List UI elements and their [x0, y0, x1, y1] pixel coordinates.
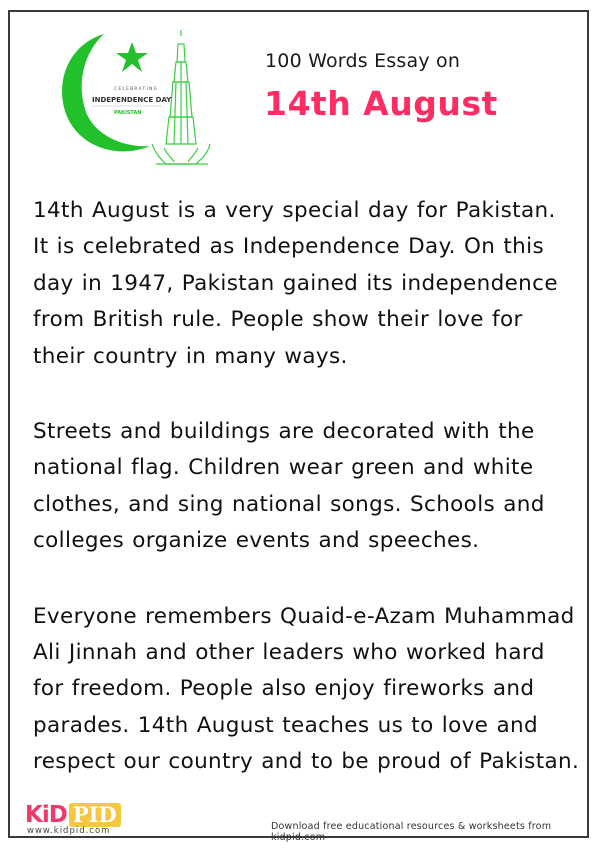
footer-tagline: Download free educational resources & worksheets from kidpid.com [271, 821, 552, 843]
essay-line: Ali Jinnah and other leaders who worked hard [33, 640, 545, 666]
essay-body [33, 193, 578, 820]
page-title: 14th August [264, 84, 498, 123]
essay-line: It is celebrated as Independence Day. On this [33, 234, 545, 260]
essay-line: Everyone remembers Quaid-e-Azam Muhammad [33, 603, 575, 629]
logo-pakistan-text: PAKISTAN [114, 110, 142, 116]
essay-line: from British rule. People show their love for [33, 307, 523, 333]
essay-paragraph-3 [33, 599, 578, 781]
essay-line: day in 1947, Pakistan gained its independence [33, 270, 558, 296]
essay-paragraph-2 [33, 414, 578, 560]
essay-line: respect our country and to be proud of Pakistan. [33, 749, 580, 775]
essay-line: 14th August is a very special day for Pakistan. [33, 198, 556, 223]
kidpid-logo[interactable] [25, 802, 121, 828]
website-link[interactable]: www.kidpid.com [27, 826, 111, 836]
logo-independence-text: INDEPENDENCE DAY [92, 96, 172, 104]
essay-paragraph-1 [33, 193, 578, 375]
essay-line: Streets and buildings are decorated with the [33, 419, 535, 445]
essay-line: clothes, and sing national songs. Schools and [33, 491, 545, 517]
essay-subtitle: 100 Words Essay on [265, 50, 461, 72]
logo-celebrating-text: CELEBRATING [114, 87, 159, 92]
essay-line: for freedom. People also enjoy fireworks and [33, 676, 535, 702]
independence-day-logo-icon [52, 22, 212, 172]
brand-kid-text: KiD [25, 802, 67, 828]
brand-pid-text: PID [69, 803, 121, 827]
essay-line: colleges organize events and speeches. [33, 528, 480, 554]
essay-line: their country in many ways. [33, 343, 348, 369]
essay-line: parades. 14th August teaches us to love and [33, 712, 538, 738]
essay-line: national flag. Children wear green and white [33, 455, 534, 481]
